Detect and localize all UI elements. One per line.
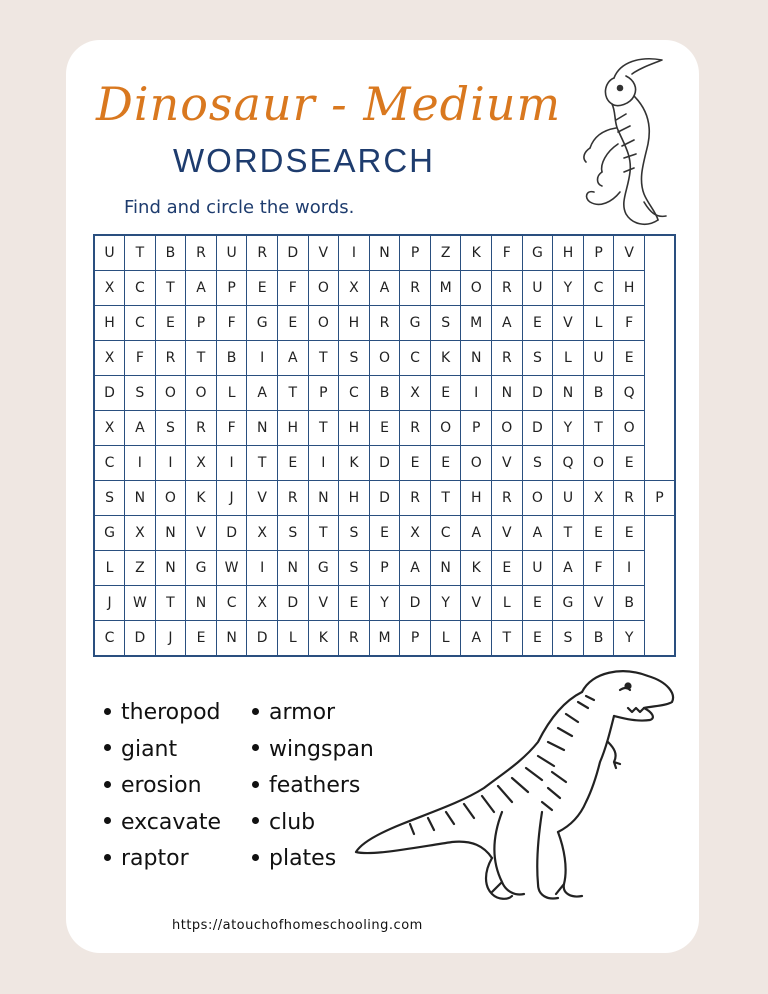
grid-cell[interactable]: W bbox=[125, 586, 156, 621]
footer-url[interactable]: https://atouchofhomeschooling.com bbox=[172, 918, 423, 933]
grid-cell[interactable]: V bbox=[553, 306, 584, 341]
grid-cell[interactable]: I bbox=[125, 446, 156, 481]
grid-cell[interactable]: N bbox=[430, 551, 461, 586]
grid-cell[interactable]: N bbox=[553, 376, 584, 411]
grid-cell[interactable]: K bbox=[430, 341, 461, 376]
word-label: excavate bbox=[121, 809, 222, 835]
grid-cell[interactable]: D bbox=[94, 376, 125, 411]
grid-cell[interactable]: S bbox=[430, 306, 461, 341]
grid-cell[interactable]: S bbox=[155, 411, 186, 446]
grid-cell[interactable]: R bbox=[492, 481, 523, 516]
grid-cell[interactable]: H bbox=[461, 481, 492, 516]
grid-cell[interactable]: E bbox=[277, 306, 308, 341]
grid-cell[interactable]: C bbox=[125, 306, 156, 341]
grid-cell[interactable]: E bbox=[583, 516, 614, 551]
grid-row bbox=[94, 341, 675, 376]
grid-cell[interactable]: A bbox=[461, 516, 492, 551]
grid-cell[interactable]: R bbox=[400, 271, 431, 306]
grid-cell[interactable]: E bbox=[186, 621, 217, 657]
grid-cell[interactable]: S bbox=[553, 621, 584, 657]
grid-cell[interactable]: L bbox=[430, 621, 461, 657]
list-item bbox=[104, 844, 221, 881]
grid-cell[interactable]: T bbox=[155, 271, 186, 306]
grid-cell[interactable]: O bbox=[155, 376, 186, 411]
grid-cell[interactable]: F bbox=[583, 551, 614, 586]
grid-cell[interactable]: I bbox=[614, 551, 645, 586]
grid-cell[interactable]: Y bbox=[614, 621, 645, 657]
grid-cell[interactable]: R bbox=[277, 481, 308, 516]
grid-cell[interactable]: T bbox=[277, 376, 308, 411]
grid-cell[interactable]: B bbox=[614, 586, 645, 621]
grid-cell[interactable]: T bbox=[308, 341, 339, 376]
grid-cell[interactable]: O bbox=[308, 271, 339, 306]
page-title: Dinosaur - Medium bbox=[96, 77, 562, 131]
grid-cell[interactable]: A bbox=[186, 271, 217, 306]
grid-cell[interactable]: L bbox=[553, 341, 584, 376]
grid-cell[interactable]: T bbox=[155, 586, 186, 621]
grid-cell[interactable]: P bbox=[644, 481, 675, 516]
grid-cell[interactable]: F bbox=[216, 306, 247, 341]
grid-cell[interactable]: T bbox=[492, 621, 523, 657]
grid-cell[interactable]: E bbox=[522, 586, 553, 621]
grid-cell[interactable]: G bbox=[522, 235, 553, 271]
grid-cell[interactable]: R bbox=[186, 235, 217, 271]
grid-cell[interactable]: E bbox=[614, 341, 645, 376]
bullet-icon bbox=[104, 744, 111, 751]
grid-cell[interactable]: X bbox=[247, 586, 278, 621]
grid-cell[interactable]: X bbox=[94, 411, 125, 446]
grid-cell[interactable]: E bbox=[614, 446, 645, 481]
grid-cell[interactable]: A bbox=[461, 621, 492, 657]
grid-cell[interactable]: P bbox=[400, 621, 431, 657]
grid-cell[interactable]: H bbox=[339, 411, 370, 446]
grid-cell[interactable]: J bbox=[216, 481, 247, 516]
grid-cell[interactable]: N bbox=[461, 341, 492, 376]
grid-cell[interactable]: R bbox=[492, 271, 523, 306]
grid-cell[interactable]: E bbox=[155, 306, 186, 341]
grid-cell[interactable]: C bbox=[216, 586, 247, 621]
word-label: armor bbox=[269, 700, 336, 725]
grid-cell[interactable]: T bbox=[308, 411, 339, 446]
grid-cell[interactable]: R bbox=[400, 411, 431, 446]
grid-cell[interactable]: B bbox=[216, 341, 247, 376]
wordsearch-grid[interactable] bbox=[93, 234, 676, 657]
grid-row bbox=[94, 516, 675, 551]
grid-cell[interactable]: C bbox=[583, 271, 614, 306]
grid-cell[interactable]: X bbox=[94, 271, 125, 306]
grid-cell[interactable]: A bbox=[277, 341, 308, 376]
grid-cell[interactable]: H bbox=[94, 306, 125, 341]
grid-cell[interactable]: S bbox=[339, 516, 370, 551]
grid-cell[interactable]: D bbox=[369, 446, 400, 481]
grid-cell[interactable]: V bbox=[492, 516, 523, 551]
grid-cell[interactable]: C bbox=[125, 271, 156, 306]
grid-cell[interactable]: A bbox=[369, 271, 400, 306]
grid-cell[interactable]: C bbox=[339, 376, 370, 411]
bullet-icon bbox=[252, 781, 259, 788]
bullet-icon bbox=[104, 854, 111, 861]
grid-cell[interactable]: A bbox=[400, 551, 431, 586]
grid-cell[interactable]: M bbox=[461, 306, 492, 341]
grid-cell[interactable]: L bbox=[94, 551, 125, 586]
grid-cell[interactable]: O bbox=[430, 411, 461, 446]
grid-cell[interactable]: E bbox=[369, 411, 400, 446]
word-label: theropod bbox=[121, 700, 221, 725]
grid-cell[interactable]: M bbox=[369, 621, 400, 657]
grid-cell[interactable]: X bbox=[125, 516, 156, 551]
grid-cell[interactable]: N bbox=[155, 551, 186, 586]
grid-cell[interactable]: V bbox=[186, 516, 217, 551]
grid-cell[interactable]: X bbox=[247, 516, 278, 551]
grid-cell[interactable]: R bbox=[186, 411, 217, 446]
grid-cell[interactable]: U bbox=[522, 271, 553, 306]
grid-cell[interactable]: T bbox=[125, 235, 156, 271]
grid-cell[interactable]: Z bbox=[430, 235, 461, 271]
grid-row bbox=[94, 271, 675, 306]
grid-cell[interactable]: S bbox=[277, 516, 308, 551]
grid-cell[interactable]: O bbox=[461, 271, 492, 306]
grid-cell[interactable]: P bbox=[461, 411, 492, 446]
grid-cell[interactable]: T bbox=[430, 481, 461, 516]
grid-cell[interactable]: X bbox=[186, 446, 217, 481]
grid-cell[interactable]: O bbox=[308, 306, 339, 341]
grid-cell[interactable]: A bbox=[125, 411, 156, 446]
grid-cell[interactable]: G bbox=[400, 306, 431, 341]
grid-cell[interactable]: P bbox=[400, 235, 431, 271]
grid-cell[interactable]: H bbox=[277, 411, 308, 446]
grid-cell[interactable]: W bbox=[216, 551, 247, 586]
grid-cell[interactable]: E bbox=[277, 446, 308, 481]
grid-cell[interactable]: J bbox=[94, 586, 125, 621]
grid-cell[interactable]: P bbox=[186, 306, 217, 341]
grid-cell[interactable]: O bbox=[522, 481, 553, 516]
grid-cell[interactable]: N bbox=[277, 551, 308, 586]
grid-row bbox=[94, 621, 675, 657]
grid-cell[interactable]: A bbox=[247, 376, 278, 411]
grid-cell[interactable]: R bbox=[369, 306, 400, 341]
grid-cell[interactable]: T bbox=[553, 516, 584, 551]
grid-cell[interactable]: O bbox=[461, 446, 492, 481]
grid-cell[interactable]: V bbox=[492, 446, 523, 481]
grid-cell[interactable]: K bbox=[339, 446, 370, 481]
grid-row bbox=[94, 446, 675, 481]
grid-cell[interactable]: N bbox=[125, 481, 156, 516]
grid-cell[interactable]: O bbox=[186, 376, 217, 411]
word-label: feathers bbox=[269, 773, 361, 798]
grid-cell[interactable]: R bbox=[492, 341, 523, 376]
grid-row bbox=[94, 586, 675, 621]
grid-cell[interactable]: E bbox=[492, 551, 523, 586]
list-item bbox=[104, 698, 221, 735]
grid-cell[interactable]: E bbox=[614, 516, 645, 551]
grid-cell[interactable]: E bbox=[522, 621, 553, 657]
grid-cell[interactable]: E bbox=[247, 271, 278, 306]
grid-cell[interactable]: E bbox=[369, 516, 400, 551]
word-label: raptor bbox=[121, 846, 189, 871]
grid-cell[interactable]: N bbox=[155, 516, 186, 551]
bullet-icon bbox=[104, 708, 111, 715]
parasaurolophus-illustration bbox=[560, 52, 680, 234]
grid-cell[interactable]: U bbox=[94, 235, 125, 271]
grid-cell[interactable]: I bbox=[339, 235, 370, 271]
grid-cell[interactable]: X bbox=[400, 376, 431, 411]
bullet-icon bbox=[252, 744, 259, 751]
grid-cell[interactable]: D bbox=[125, 621, 156, 657]
grid-cell[interactable]: L bbox=[216, 376, 247, 411]
grid-cell[interactable]: R bbox=[155, 341, 186, 376]
grid-cell[interactable]: O bbox=[369, 341, 400, 376]
grid-cell[interactable]: I bbox=[247, 341, 278, 376]
grid-cell[interactable]: G bbox=[247, 306, 278, 341]
grid-cell[interactable]: P bbox=[369, 551, 400, 586]
grid-cell[interactable]: D bbox=[277, 586, 308, 621]
instructions: Find and circle the words. bbox=[124, 197, 355, 218]
grid-cell[interactable]: T bbox=[247, 446, 278, 481]
grid-cell[interactable]: H bbox=[553, 235, 584, 271]
grid-cell[interactable]: I bbox=[216, 446, 247, 481]
word-label: plates bbox=[269, 846, 337, 871]
grid-cell[interactable]: S bbox=[339, 341, 370, 376]
grid-cell[interactable]: R bbox=[400, 481, 431, 516]
grid-cell[interactable]: T bbox=[583, 411, 614, 446]
grid-cell[interactable]: F bbox=[125, 341, 156, 376]
grid-cell[interactable]: Y bbox=[430, 586, 461, 621]
grid-cell[interactable]: V bbox=[614, 235, 645, 271]
word-label: erosion bbox=[121, 773, 202, 798]
grid-cell[interactable]: H bbox=[339, 481, 370, 516]
grid-cell[interactable]: O bbox=[583, 446, 614, 481]
grid-cell[interactable]: S bbox=[339, 551, 370, 586]
grid-cell[interactable]: V bbox=[308, 235, 339, 271]
grid-row bbox=[94, 235, 675, 271]
grid-cell[interactable]: A bbox=[492, 306, 523, 341]
grid-cell[interactable]: F bbox=[614, 306, 645, 341]
grid-cell[interactable]: A bbox=[553, 551, 584, 586]
grid-cell[interactable]: U bbox=[583, 341, 614, 376]
grid-cell[interactable]: M bbox=[430, 271, 461, 306]
bullet-icon bbox=[104, 817, 111, 824]
grid-cell[interactable]: V bbox=[583, 586, 614, 621]
grid-cell[interactable]: C bbox=[94, 621, 125, 657]
grid-cell[interactable]: G bbox=[553, 586, 584, 621]
grid-row bbox=[94, 551, 675, 586]
t-rex-illustration bbox=[352, 662, 682, 912]
grid-cell[interactable]: K bbox=[308, 621, 339, 657]
grid-cell[interactable]: A bbox=[522, 516, 553, 551]
grid-cell[interactable]: V bbox=[461, 586, 492, 621]
grid-cell[interactable]: Y bbox=[553, 411, 584, 446]
grid-row bbox=[94, 306, 675, 341]
list-item bbox=[104, 808, 221, 845]
grid-cell[interactable]: P bbox=[216, 271, 247, 306]
grid-cell[interactable]: O bbox=[492, 411, 523, 446]
grid-cell[interactable]: F bbox=[216, 411, 247, 446]
list-item bbox=[104, 735, 221, 772]
grid-cell[interactable]: S bbox=[94, 481, 125, 516]
grid-cell[interactable]: H bbox=[614, 271, 645, 306]
grid-cell[interactable]: E bbox=[522, 306, 553, 341]
grid-cell[interactable]: I bbox=[155, 446, 186, 481]
grid-cell[interactable]: C bbox=[430, 516, 461, 551]
grid-cell[interactable]: G bbox=[308, 551, 339, 586]
grid-cell[interactable]: I bbox=[461, 376, 492, 411]
grid-cell[interactable]: E bbox=[430, 376, 461, 411]
grid-cell[interactable]: N bbox=[186, 586, 217, 621]
grid-cell[interactable]: P bbox=[308, 376, 339, 411]
grid-cell[interactable]: K bbox=[186, 481, 217, 516]
grid-cell[interactable]: K bbox=[461, 235, 492, 271]
grid-cell[interactable]: G bbox=[94, 516, 125, 551]
grid-cell[interactable]: U bbox=[553, 481, 584, 516]
grid-cell[interactable]: D bbox=[247, 621, 278, 657]
grid-cell[interactable]: X bbox=[94, 341, 125, 376]
grid-cell[interactable]: N bbox=[216, 621, 247, 657]
grid-cell[interactable]: E bbox=[400, 446, 431, 481]
grid-cell[interactable]: J bbox=[155, 621, 186, 657]
grid-cell[interactable]: D bbox=[277, 235, 308, 271]
grid-cell[interactable]: P bbox=[583, 235, 614, 271]
grid-cell[interactable]: B bbox=[369, 376, 400, 411]
grid-cell[interactable]: D bbox=[369, 481, 400, 516]
bullet-icon bbox=[252, 817, 259, 824]
grid-cell[interactable]: I bbox=[308, 446, 339, 481]
grid-cell[interactable]: D bbox=[216, 516, 247, 551]
grid-cell[interactable]: X bbox=[400, 516, 431, 551]
grid-cell[interactable]: O bbox=[614, 411, 645, 446]
grid-cell[interactable]: L bbox=[583, 306, 614, 341]
grid-cell[interactable]: C bbox=[400, 341, 431, 376]
grid-cell[interactable]: Q bbox=[553, 446, 584, 481]
grid-cell[interactable]: N bbox=[308, 481, 339, 516]
grid-row bbox=[94, 376, 675, 411]
grid-cell[interactable]: N bbox=[369, 235, 400, 271]
grid-cell[interactable]: C bbox=[94, 446, 125, 481]
grid-cell[interactable]: X bbox=[339, 271, 370, 306]
grid-cell[interactable]: S bbox=[522, 341, 553, 376]
grid-cell[interactable]: N bbox=[247, 411, 278, 446]
grid-cell[interactable]: S bbox=[522, 446, 553, 481]
grid-cell[interactable]: S bbox=[125, 376, 156, 411]
word-label: giant bbox=[121, 736, 178, 762]
grid-cell[interactable]: Q bbox=[614, 376, 645, 411]
page-subtitle: WORDSEARCH bbox=[173, 142, 436, 179]
grid-cell[interactable]: L bbox=[277, 621, 308, 657]
grid-cell[interactable]: V bbox=[247, 481, 278, 516]
grid-cell[interactable]: D bbox=[522, 411, 553, 446]
grid-cell[interactable]: Y bbox=[369, 586, 400, 621]
grid-cell[interactable]: V bbox=[308, 586, 339, 621]
grid-cell[interactable]: B bbox=[583, 621, 614, 657]
grid-cell[interactable]: X bbox=[583, 481, 614, 516]
bullet-icon bbox=[104, 781, 111, 788]
grid-cell[interactable]: R bbox=[339, 621, 370, 657]
grid-cell[interactable]: E bbox=[430, 446, 461, 481]
grid-cell[interactable]: Y bbox=[553, 271, 584, 306]
bullet-icon bbox=[252, 854, 259, 861]
grid-cell[interactable]: Z bbox=[125, 551, 156, 586]
grid-cell[interactable]: U bbox=[522, 551, 553, 586]
grid-cell[interactable]: N bbox=[492, 376, 523, 411]
grid-cell[interactable]: B bbox=[583, 376, 614, 411]
grid-row bbox=[94, 481, 675, 516]
grid-cell[interactable]: B bbox=[155, 235, 186, 271]
grid-cell[interactable]: L bbox=[492, 586, 523, 621]
grid-cell[interactable]: R bbox=[247, 235, 278, 271]
grid-cell[interactable]: O bbox=[155, 481, 186, 516]
word-label: wingspan bbox=[269, 736, 374, 762]
grid-cell[interactable]: T bbox=[308, 516, 339, 551]
grid-cell[interactable]: H bbox=[339, 306, 370, 341]
bullet-icon bbox=[252, 708, 259, 715]
grid-cell[interactable]: E bbox=[339, 586, 370, 621]
grid-cell[interactable]: F bbox=[492, 235, 523, 271]
grid-row bbox=[94, 411, 675, 446]
word-list-column-1 bbox=[104, 698, 221, 881]
grid-cell[interactable]: F bbox=[277, 271, 308, 306]
grid-cell[interactable]: I bbox=[247, 551, 278, 586]
grid-cell[interactable]: K bbox=[461, 551, 492, 586]
grid-cell[interactable]: D bbox=[400, 586, 431, 621]
grid-cell[interactable]: R bbox=[614, 481, 645, 516]
grid-cell[interactable]: G bbox=[186, 551, 217, 586]
grid-cell[interactable]: D bbox=[522, 376, 553, 411]
list-item bbox=[104, 771, 221, 808]
word-label: club bbox=[269, 809, 316, 835]
grid-cell[interactable]: U bbox=[216, 235, 247, 271]
grid-cell[interactable]: T bbox=[186, 341, 217, 376]
